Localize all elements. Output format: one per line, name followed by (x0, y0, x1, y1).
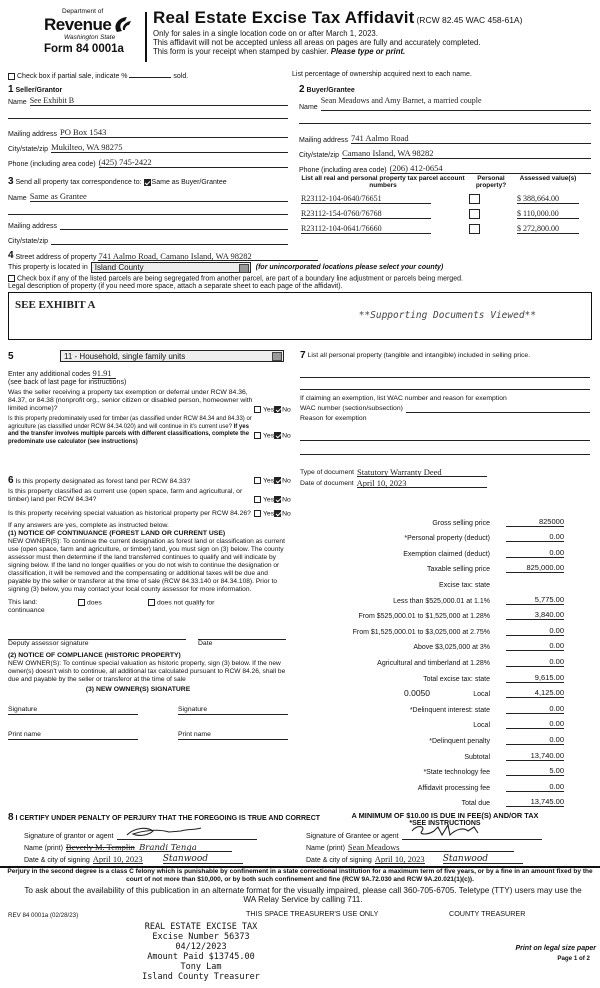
this-land-label: This land: (8, 598, 38, 606)
tax-calc-value[interactable]: 0.00 (506, 657, 564, 667)
tax-calc-value[interactable]: 825000 (506, 517, 564, 527)
new-owner-print-1[interactable] (8, 731, 138, 740)
partial-sold-label: sold. (173, 73, 189, 80)
timber-note: If yes and the transfer involves multiple parcels with different classifications, complete the predominate use calculator (see instructions) (8, 423, 250, 445)
additional-codes-label: Enter any additional codes (8, 371, 91, 378)
timber-question: Is this property predominately used for timber (as classified under RCW 84.34 and 84.33) or agriculture (as classified under RCW 84.34.020) and will continue in it's current use? (8, 416, 252, 430)
tax-calc-value[interactable]: 0.00 (506, 641, 564, 651)
header-title-block (153, 8, 593, 56)
segregated-checkbox[interactable] (8, 275, 15, 282)
grantee-signature[interactable] (402, 828, 542, 840)
tax-calc-row (300, 667, 590, 683)
local-tax-row (300, 683, 590, 699)
page-number: Page 1 of 2 (557, 955, 590, 962)
yes-label: Yes (263, 432, 275, 440)
correspondence-mail-label: Mailing address (8, 223, 58, 230)
does-not-label: does not qualify for (157, 598, 215, 606)
tax-calc-row (300, 792, 590, 808)
buyer-mail-field[interactable]: 741 Aalmo Road (351, 133, 591, 144)
tax-calc-label: Affidavit processing fee (417, 784, 490, 792)
tax-calc-label: Total due (461, 800, 490, 808)
tax-calc-label: Local (473, 722, 490, 730)
tax-calc-label: Subtotal (464, 753, 490, 761)
notice-3-heading: (3) NEW OWNER(S) SIGNATURE (85, 685, 191, 693)
ownership-note: List percentage of ownership acquired next to each name. (292, 71, 472, 78)
tax-calc-row (300, 620, 590, 636)
parcel-number-field[interactable]: R23112-104-0640/76651 (301, 194, 431, 204)
tax-calc-value[interactable]: 0.00 (506, 735, 564, 745)
grantor-signature[interactable] (117, 828, 257, 840)
tax-calc-label: *State technology fee (423, 769, 490, 777)
historic-no-checkbox[interactable] (274, 510, 281, 517)
tax-calc-value[interactable]: 13,740.00 (506, 751, 564, 761)
county-treasurer-label: COUNTY TREASURER (449, 909, 526, 918)
legal-description-text: SEE EXHIBIT A (15, 299, 96, 312)
exemption-no-checkbox[interactable] (274, 406, 281, 413)
header-note-3b: Please type or print. (330, 47, 406, 56)
personal-property-label: List all personal property (tangible and intangible) included in selling price. (307, 352, 531, 359)
seller-city-field[interactable]: Mukilteo, WA 98275 (51, 142, 288, 153)
new-owner-sig-1[interactable] (8, 706, 138, 715)
partial-sale-label: Check box if partial sale, indicate % (17, 73, 128, 80)
partial-sale-checkbox[interactable] (8, 73, 15, 80)
deputy-date-label: Date (198, 639, 213, 647)
any-yes-note: If any answers are yes, complete as instructed below. (8, 522, 169, 530)
doc-type-field[interactable]: Statutory Warranty Deed (357, 467, 487, 477)
parcel-col-header: List all real and personal property tax parcel account numbers (301, 175, 465, 189)
stamp-line: Excise Number 56373 (152, 932, 250, 942)
dept-text: Department of (62, 8, 104, 15)
alt-format-notice: To ask about the availability of this publication in an alternate format for the visually impaired, please call 360-705-6705. Teletype (TTY) users may use the WA Relay Service by calling 711. (24, 886, 582, 904)
reason-label: Reason for exemption (300, 415, 367, 422)
seller-name-field[interactable]: See Exhibit B (30, 96, 288, 106)
doc-type-label: Type of document (300, 469, 355, 476)
tax-calc-value[interactable]: 0.00 (506, 532, 564, 542)
tax-calc-label: Excise tax: state (439, 581, 490, 589)
forest-yes-checkbox[interactable] (254, 477, 261, 484)
tax-calc-row (300, 558, 590, 574)
grantee-sig-label: Signature of Grantee or agent (306, 833, 399, 840)
no-label: No (282, 496, 291, 503)
grantor-date-label: Date & city of signing (24, 857, 90, 864)
tax-calc-row (300, 573, 590, 589)
seller-name-label: Name (8, 99, 27, 106)
form-rcw: (RCW 82.45 WAC 458-61A) (416, 15, 523, 25)
street-field[interactable]: 741 Aalmo Road, Camano Island, WA 98282 (98, 251, 318, 261)
tax-calc-row (300, 542, 590, 558)
assessed-value-field[interactable]: $ 388,664.00 (517, 194, 579, 204)
local-rate: 0.0050 (404, 688, 430, 699)
property-section (8, 250, 592, 340)
header-divider (145, 12, 147, 62)
yes-label: Yes (263, 510, 275, 518)
section-2-number: 2 (299, 84, 305, 95)
stamp-line: 04/12/2023 (175, 942, 227, 952)
no-label: No (282, 406, 291, 413)
new-owner-sig-2[interactable] (178, 706, 288, 715)
tax-calc-row (300, 745, 590, 761)
local-label: Local (473, 691, 490, 699)
treasurer-use-label: THIS SPACE TREASURER'S USE ONLY (246, 909, 379, 918)
buyer-mail-label: Mailing address (299, 137, 349, 144)
print-name-label: Print name (178, 730, 211, 738)
treasurer-stamp (118, 922, 284, 982)
grantor-name-label: Name (print) (24, 845, 63, 852)
seller-heading: Seller/Grantor (15, 87, 63, 94)
chevron-down-icon (272, 352, 282, 361)
see-back-note: (see back of last page for instructions) (8, 379, 127, 386)
tax-calc-label: Above $3,025,000 at 3% (413, 644, 490, 652)
exemption-claim-label: If claiming an exemption, list WAC number and reason for exemption (300, 395, 507, 402)
tax-calc-label: Agricultural and timberland at 1.28% (377, 659, 490, 667)
tax-calc-row (300, 589, 590, 605)
current-use-question: Is this property classified as current use (open space, farm and agricultural, or timber) land per RCW 84.34? (8, 488, 243, 503)
tax-calc-value[interactable]: 0.00 (506, 548, 564, 558)
grantee-date-label: Date & city of signing (306, 857, 372, 864)
buyer-name-field[interactable]: Sean Meadows and Amy Barnet, a married couple (321, 96, 591, 111)
segregated-label: Check box if any of the listed parcels are being segregated from another parcel, are part of a boundary line adjustment or parcels being merged. (17, 275, 463, 283)
yes-label: Yes (263, 496, 275, 503)
current-use-no-checkbox[interactable] (274, 496, 281, 503)
tax-calc-label: Taxable selling price (426, 566, 490, 574)
parcel-row (299, 223, 591, 234)
tax-calc-label: *Personal property (deduct) (404, 535, 490, 543)
wac-label: WAC number (section/subsection) (300, 405, 403, 412)
exemption-question: Was the seller receiving a property tax exemption or deferral under RCW 84.36, 84.37, or 84.38 (nonprofit org., senior citizen or disabled person, homeowner with limited income)? (8, 389, 253, 412)
section-8-number: 8 (8, 812, 14, 823)
seller-city-label: City/state/zip (8, 146, 49, 153)
tax-calc-label: *Delinquent interest: state (409, 706, 490, 714)
buyer-city-field[interactable]: Camano Island, WA 98282 (342, 148, 591, 159)
reason-line-2[interactable] (300, 443, 590, 455)
tax-calc-value[interactable]: 3,840.00 (506, 610, 564, 620)
correspondence-city-field[interactable] (51, 234, 288, 245)
unincorporated-note: (for unincorporated locations please select your county) (255, 264, 444, 271)
tax-calc-row (300, 651, 590, 667)
grantor-sig-label: Signature of grantor or agent (24, 833, 114, 840)
forest-question: Is this property designated as forest land per RCW 84.33? (15, 478, 191, 485)
legal-paper-note: Print on legal size paper (515, 945, 596, 952)
land-use-select[interactable] (60, 350, 284, 362)
section-6 (8, 477, 298, 740)
header-note-3: This form is your receipt when stamped by cashier. (153, 47, 329, 56)
form-number: Form 84 0001a (44, 43, 124, 55)
tax-calc-value[interactable]: 5.00 (506, 766, 564, 776)
seller-section (8, 84, 288, 168)
no-label: No (282, 432, 291, 440)
notice-2-heading: (2) NOTICE OF COMPLIANCE (HISTORIC PROPERTY) (8, 651, 181, 659)
section-3-number: 3 (8, 176, 14, 187)
partial-sale-row (8, 71, 298, 80)
timber-no-checkbox[interactable] (274, 432, 281, 439)
current-use-yes-checkbox[interactable] (254, 496, 261, 503)
tax-calc-row (300, 511, 590, 527)
chevron-down-icon (239, 264, 249, 273)
section-7-number: 7 (300, 350, 306, 361)
tax-calc-row (300, 605, 590, 621)
stamp-line: REAL ESTATE EXCISE TAX (144, 922, 258, 932)
doc-date-label: Date of document (300, 480, 354, 487)
tax-calc-row (300, 698, 590, 714)
notice-1-heading: (1) NOTICE OF CONTINUANCE (FOREST LAND OR CURRENT USE) (8, 530, 226, 538)
grantor-city-field[interactable]: Stanwood (163, 854, 243, 864)
parcel-number-field[interactable]: R23112-154-0760/76768 (301, 209, 431, 219)
legal-label: Legal description of property (if you need more space, attach a separate sheet to each page of the affidavit). (8, 283, 343, 291)
parcel-table (299, 175, 591, 234)
section-4-number: 4 (8, 250, 14, 261)
correspondence-label: Send all property tax correspondence to: (15, 179, 142, 186)
partial-pct-field[interactable] (129, 71, 171, 78)
tax-calc-value[interactable]: 5,775.00 (506, 595, 564, 605)
tax-calc-value[interactable]: 0.00 (506, 782, 564, 792)
buyer-section (299, 84, 591, 174)
does-label: does (87, 598, 102, 606)
legal-description-box[interactable] (8, 292, 592, 340)
wac-field[interactable] (406, 405, 590, 413)
no-label: No (282, 477, 291, 485)
perjury-notice: Perjury in the second degree is a class C felony which is punishable by confinement in a state correctional institution for a maximum term of five years, or by a fine in an amount fixed by the court of not more than $10,000, or by both such confinement and fine (RCW 9A.72.030 and RCW 9A.20.021(1)(c)). (7, 868, 593, 883)
signature-label: Signature (8, 705, 38, 713)
tax-calc-row (300, 776, 590, 792)
assessed-value-field[interactable]: $ 110,000.00 (517, 209, 579, 219)
personal-property-line-2[interactable] (300, 380, 590, 390)
deputy-signature-label: Deputy assessor signature (8, 639, 89, 647)
certify-text: I CERTIFY UNDER PENALTY OF PERJURY THAT THE FOREGOING IS TRUE AND CORRECT (15, 815, 321, 822)
notice-2-text: NEW OWNER(S): To continue special valuation as historic property, sign (3) below. If the new owner(s) doesn't wish to continue, all additional tax calculated pursuant to RCW 84.26, shall be due and payable by the seller or transferor at the time of sale (8, 659, 286, 683)
value-col-header: Assessed value(s) (519, 175, 577, 182)
seller-mail-field[interactable]: PO Box 1543 (60, 127, 288, 138)
parcel-row (299, 208, 591, 219)
correspondence-name-field[interactable]: Same as Grantee (30, 191, 288, 202)
section-5 (8, 350, 298, 446)
notice-1-text: NEW OWNER(S): To continue the current designation as forest land or classification as current use (open space, farm and agriculture, or timber) land, you must sign on (3) below. The county assessor must then determine if the land transferred continues to qualify and will indicate by signing below. If the land no longer qualifies or you do not wish to continue the designation or classification, it will be removed and the compensating or additional taxes will be due and payable by the seller or transferor at the time of sale (RCW 84.33.140 or 84.34.108). Prior to signing (3) below, you may contact your local county assessor for more information. (8, 538, 285, 593)
tax-calc-row (300, 714, 590, 730)
personal-property-line-1[interactable] (300, 368, 590, 378)
see-instructions-note: *SEE INSTRUCTIONS (409, 820, 481, 828)
personal-property-checkbox[interactable] (469, 209, 480, 219)
tax-calc-value[interactable]: 13,745.00 (506, 797, 564, 807)
stamp-line: Tony Lam (180, 962, 222, 972)
stamp-line: Island County Treasurer (142, 972, 260, 982)
tax-calc-row (300, 527, 590, 543)
buyer-phone-label: Phone (including area code) (299, 167, 387, 174)
buyer-name-label: Name (299, 104, 318, 111)
tax-calc-value[interactable]: 0.00 (506, 704, 564, 714)
tax-calc-label: *Delinquent penalty (429, 737, 490, 745)
tax-calc-label: From $525,000.01 to $1,525,000 at 1.28% (358, 613, 490, 621)
buyer-heading: Buyer/Grantee (306, 87, 355, 94)
header-note-2: This affidavit will not be accepted unless all areas on pages are fully and accurately completed. (153, 38, 481, 47)
local-tax-value[interactable]: 4,125.00 (506, 688, 564, 698)
tax-calc-label: Less than $525,000.01 at 1.1% (393, 597, 490, 605)
historic-yes-checkbox[interactable] (254, 510, 261, 517)
no-label: No (282, 510, 291, 518)
stamp-line: Amount Paid $13745.00 (147, 952, 255, 962)
timber-yes-checkbox[interactable] (254, 432, 261, 439)
historic-question: Is this property receiving special valuation as historical property per RCW 84.26? (8, 510, 251, 517)
grantor-signature-icon (125, 825, 205, 839)
header-note-1: Only for sales in a single location code on or after March 1, 2023. (153, 29, 378, 38)
correspondence-city-label: City/state/zip (8, 238, 49, 245)
tax-calc-value[interactable]: 9,615.00 (506, 673, 564, 683)
new-owner-print-2[interactable] (178, 731, 288, 740)
state-text: Washington State (64, 34, 116, 41)
correspondence-name-line-2[interactable] (8, 204, 288, 215)
tax-calc-row (300, 636, 590, 652)
correspondence-mail-field[interactable] (60, 219, 288, 230)
agency-text: Revenue (44, 15, 112, 34)
seller-phone-field[interactable]: (425) 745-2422 (99, 157, 288, 168)
personal-col-header: Personal property? (475, 175, 507, 189)
tax-calc-label: Gross selling price (432, 519, 490, 527)
tax-calculation (300, 511, 590, 827)
seller-mail-label: Mailing address (8, 131, 58, 138)
buyer-phone-field[interactable]: (206) 412-0654 (390, 163, 591, 174)
county-value: Island County (94, 263, 144, 272)
tax-calc-value[interactable]: 825,000.00 (506, 563, 564, 573)
dor-logo (44, 8, 144, 55)
parcel-number-field[interactable]: R23112-104-0641/76660 (301, 224, 431, 234)
land-use-value: 11 - Household, single family units (64, 352, 186, 361)
tax-calc-value[interactable]: 0.00 (506, 719, 564, 729)
tax-calc-label: Total excise tax: state (423, 675, 490, 683)
doc-date-field[interactable]: April 10, 2023 (357, 478, 487, 488)
buyer-name-line-2[interactable] (299, 113, 591, 124)
buyer-city-label: City/state/zip (299, 152, 340, 159)
revenue-swoosh-icon (113, 16, 133, 34)
form-title: Real Estate Excise Tax Affidavit (153, 8, 415, 27)
forest-no-checkbox[interactable] (274, 477, 281, 484)
grantee-signature-icon (408, 823, 498, 839)
signature-label: Signature (178, 705, 208, 713)
section-5-number: 5 (8, 350, 14, 362)
minimum-due-note: A MINIMUM OF $10.00 IS DUE IN FEE(S) AND/OR TAX (351, 811, 539, 821)
same-as-buyer-checkbox[interactable] (144, 179, 151, 186)
tax-calc-row (300, 761, 590, 777)
grantee-city-field[interactable]: Stanwood (443, 854, 523, 864)
street-label: Street address of property (15, 254, 97, 261)
section-8 (8, 812, 592, 864)
seller-name-line-2[interactable] (8, 108, 288, 119)
yes-label: Yes (263, 406, 275, 413)
grantee-name-label: Name (print) (306, 845, 345, 852)
grantor-name: Beverly M. Templin (65, 842, 135, 852)
reason-line-1[interactable] (300, 429, 590, 441)
grantor-date-field[interactable]: April 10, 2023 (92, 854, 143, 864)
personal-property-checkbox[interactable] (469, 224, 480, 234)
seller-phone-label: Phone (including area code) (8, 161, 96, 168)
section-1-number: 1 (8, 84, 14, 95)
continuance-label: continuance (8, 606, 45, 614)
correspondence-section (8, 176, 288, 245)
tax-calc-value[interactable]: 0.00 (506, 626, 564, 636)
county-select[interactable] (91, 262, 251, 273)
section-6-number: 6 (8, 475, 14, 486)
tax-calc-label: From $1,525,000.01 to $3,025,000 at 2.75% (352, 628, 490, 636)
assessed-value-field[interactable]: $ 272,800.00 (517, 224, 579, 234)
located-label: This property is located in (8, 264, 88, 271)
exemption-yes-checkbox[interactable] (254, 406, 261, 413)
additional-codes-field[interactable]: 91.91 (92, 368, 116, 379)
tax-calc-row (300, 729, 590, 745)
yes-label: Yes (263, 477, 275, 485)
print-name-label: Print name (8, 730, 41, 738)
grantor-name-signature: Brandi Tenga (139, 843, 197, 853)
grantee-date-field[interactable]: April 10, 2023 (374, 854, 425, 864)
rev-number: REV 84 0001a (02/28/23) (8, 912, 79, 919)
grantor-name-field[interactable] (66, 842, 232, 852)
grantee-name-field[interactable]: Sean Meadows (348, 842, 514, 852)
personal-property-checkbox[interactable] (469, 194, 480, 204)
does-not-checkbox[interactable] (148, 599, 155, 606)
parcel-row (299, 193, 591, 204)
same-as-buyer-label: Same as Buyer/Grantee (151, 179, 227, 186)
tax-calc-label: Exemption claimed (deduct) (403, 550, 490, 558)
does-checkbox[interactable] (78, 599, 85, 606)
supporting-docs-stamp: **Supporting Documents Viewed** (358, 310, 536, 322)
correspondence-name-label: Name (8, 195, 27, 202)
section-7 (300, 352, 590, 488)
